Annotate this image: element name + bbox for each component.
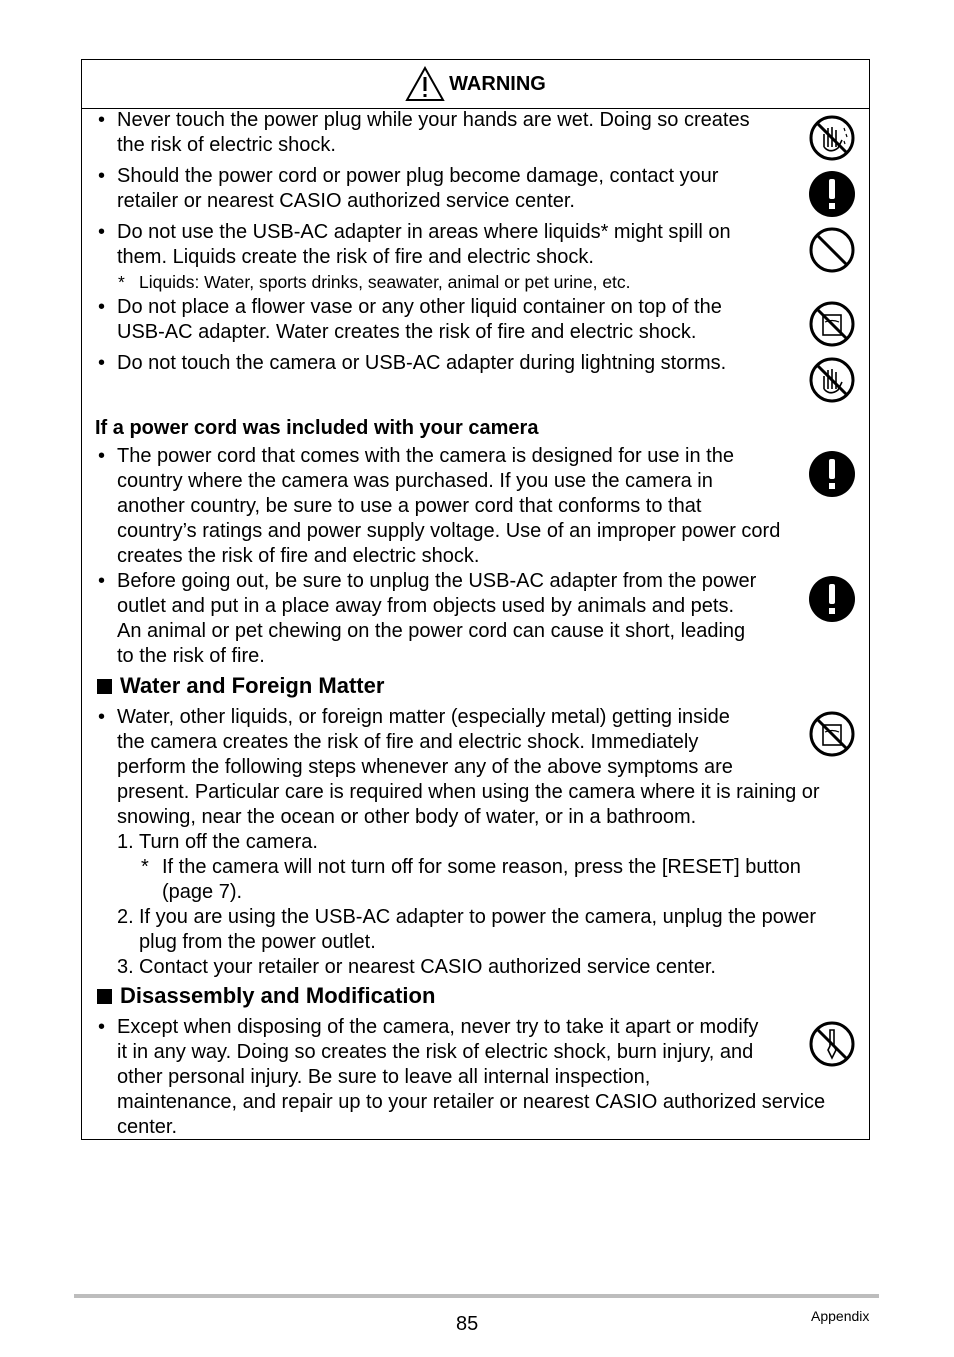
disassembly-item-line-1: Except when disposing of the camera, never try to take it apart or modify xyxy=(117,1016,759,1038)
mandatory-action-icon xyxy=(808,170,856,218)
disassembly-item-line-2: it in any way. Doing so creates the risk of electric shock, burn injury, and xyxy=(117,1041,754,1063)
power-cord-item-2-line-4: to the risk of fire. xyxy=(117,645,265,667)
step-1-note-line-2: (page 7). xyxy=(162,881,243,903)
water-item-line-3: perform the following steps whenever any of the above symptoms are xyxy=(117,756,733,778)
bullet: • xyxy=(98,221,106,243)
bullet: • xyxy=(98,109,106,131)
water-item-line-1: Water, other liquids, or foreign matter (especially metal) getting inside xyxy=(117,706,730,728)
disassembly-heading xyxy=(97,983,435,1009)
power-cord-item-2-line-2: outlet and put in a place away from objects used by animals and pets. xyxy=(117,595,735,617)
liquids-note-text: Liquids: Water, sports drinks, seawater, animal or pet urine, etc. xyxy=(139,272,631,292)
step-3-text: Contact your retailer or nearest CASIO authorized service center. xyxy=(139,956,716,978)
hand-touch-prohibited-icon xyxy=(808,356,856,404)
step-2-line-1: If you are using the USB-AC adapter to power the camera, unplug the power xyxy=(139,906,817,928)
disassembly-prohibited-icon xyxy=(808,1020,856,1068)
water-heading xyxy=(97,673,384,699)
water-item-line-2: the camera creates the risk of fire and electric shock. Immediately xyxy=(117,731,699,753)
section-label: Appendix xyxy=(811,1308,870,1324)
water-heading-text: Water and Foreign Matter xyxy=(120,673,385,698)
water-item-line-5: snowing, near the ocean or other body of water, or in a bathroom. xyxy=(117,806,697,828)
water-item-line-4: present. Particular care is required when using the camera where it is raining or xyxy=(117,781,820,803)
page-number: 85 xyxy=(456,1313,479,1335)
step-1-text: Turn off the camera. xyxy=(139,831,318,853)
liquid-container-prohibited-icon xyxy=(808,300,856,348)
bullet: • xyxy=(98,706,106,728)
bullet: • xyxy=(98,296,106,318)
bullet: • xyxy=(98,165,106,187)
warning-item-1-line-2: the risk of electric shock. xyxy=(117,134,336,156)
liquids-note-marker: * xyxy=(118,272,125,292)
section-square-icon xyxy=(97,679,112,694)
warning-item-2-line-2: retailer or nearest CASIO authorized service center. xyxy=(117,190,575,212)
bullet: • xyxy=(98,445,106,467)
step-1-note-marker: * xyxy=(141,856,149,878)
step-2-line-2: plug from the power outlet. xyxy=(139,931,376,953)
warning-header xyxy=(82,60,869,109)
warning-item-4-line-1: Do not place a flower vase or any other liquid container on top of the xyxy=(117,296,722,318)
mandatory-action-icon xyxy=(808,575,856,623)
power-cord-item-1-line-3: another country, be sure to use a power cord that conforms to that xyxy=(117,495,702,517)
power-cord-heading: If a power cord was included with your camera xyxy=(95,417,539,439)
prohibited-icon xyxy=(808,226,856,274)
warning-item-3-line-2: them. Liquids create the risk of fire and electric shock. xyxy=(117,246,594,268)
warning-title: WARNING xyxy=(449,72,546,95)
power-cord-item-1-line-1: The power cord that comes with the camera is designed for use in the xyxy=(117,445,734,467)
bullet: • xyxy=(98,1016,106,1038)
wet-hand-prohibited-icon xyxy=(808,114,856,162)
step-2-number: 2. xyxy=(117,906,134,928)
bullet: • xyxy=(98,570,106,592)
bullet: • xyxy=(98,352,106,374)
power-cord-item-1-line-5: creates the risk of fire and electric shock. xyxy=(117,545,480,567)
footer-divider xyxy=(74,1294,879,1298)
warning-item-1-line-1: Never touch the power plug while your hands are wet. Doing so creates xyxy=(117,109,750,131)
step-1-note-line-1: If the camera will not turn off for some reason, press the [RESET] button xyxy=(162,856,801,878)
disassembly-heading-text: Disassembly and Modification xyxy=(120,983,436,1008)
warning-item-5-line-1: Do not touch the camera or USB-AC adapter during lightning storms. xyxy=(117,352,727,374)
warning-triangle-icon xyxy=(405,66,445,102)
power-cord-item-2-line-1: Before going out, be sure to unplug the USB-AC adapter from the power xyxy=(117,570,757,592)
liquid-container-prohibited-icon xyxy=(808,710,856,758)
disassembly-item-line-3: other personal injury. Be sure to leave all internal inspection, xyxy=(117,1066,651,1088)
power-cord-item-1-line-2: country where the camera was purchased. If you use the camera in xyxy=(117,470,713,492)
step-1-number: 1. xyxy=(117,831,134,853)
power-cord-item-1-line-4: country’s ratings and power supply voltage. Use of an improper power cord xyxy=(117,520,781,542)
disassembly-item-line-5: center. xyxy=(117,1116,178,1138)
power-cord-item-2-line-3: An animal or pet chewing on the power cord can cause it short, leading xyxy=(117,620,746,642)
step-3-number: 3. xyxy=(117,956,134,978)
disassembly-item-line-4: maintenance, and repair up to your retailer or nearest CASIO authorized service xyxy=(117,1091,826,1113)
section-square-icon xyxy=(97,989,112,1004)
warning-item-2-line-1: Should the power cord or power plug become damage, contact your xyxy=(117,165,719,187)
warning-item-4-line-2: USB-AC adapter. Water creates the risk of fire and electric shock. xyxy=(117,321,697,343)
mandatory-action-icon xyxy=(808,450,856,498)
warning-item-3-line-1: Do not use the USB-AC adapter in areas where liquids* might spill on xyxy=(117,221,731,243)
